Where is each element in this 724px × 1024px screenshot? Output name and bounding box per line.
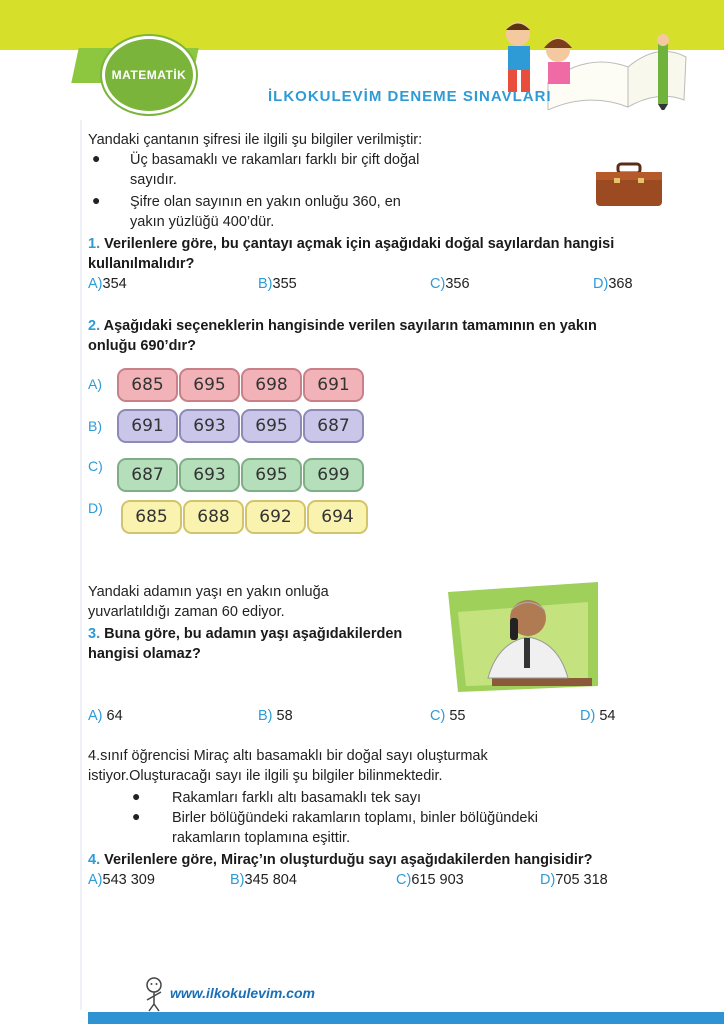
q3-question — [88, 624, 402, 644]
number-tile: 687 — [303, 409, 364, 443]
q4-option-d[interactable]: D)705 318 — [540, 872, 608, 888]
q3-question-line1: Buna göre, bu adamın yaşı aşağıdakilerden — [104, 626, 403, 642]
q4-option-a[interactable]: A)543 309 — [88, 872, 155, 888]
q1-bullet2-line1: Şifre olan sayının en yakın onluğu 360, en — [130, 194, 401, 210]
q1-option-b[interactable]: B)355 — [258, 276, 297, 292]
subject-badge — [102, 36, 196, 114]
number-tile: 693 — [179, 409, 240, 443]
q1-bullet1-line2: sayıdır. — [130, 172, 177, 188]
q3-option-a[interactable]: A) 64 — [88, 708, 123, 724]
q4-bullet2-line1: Birler bölüğündeki rakamların toplamı, binler bölüğündeki — [172, 810, 538, 826]
subject-label: MATEMATİK — [111, 68, 187, 82]
q4-option-c[interactable]: C)615 903 — [396, 872, 464, 888]
q2-row-b[interactable] — [117, 409, 367, 445]
briefcase-image — [594, 160, 664, 210]
number-tile: 693 — [179, 458, 240, 492]
q4-bullet2-line2: rakamların toplamına eşittir. — [172, 830, 351, 846]
q1-question-line1: Verilenlere göre, bu çantayı açmak için aşağıdaki doğal sayılardan hangisi — [104, 236, 615, 252]
q1-bullet1-line1: Üç basamaklı ve rakamları farklı bir çift doğal — [130, 152, 420, 168]
number-tile: 687 — [117, 458, 178, 492]
number-tile: 694 — [307, 500, 368, 534]
q3-intro-line2: yuvarlatıldığı zaman 60 ediyor. — [88, 604, 285, 620]
q1-number: 1. — [88, 236, 101, 252]
number-tile: 685 — [117, 368, 178, 402]
mascot-icon — [142, 976, 166, 1012]
q1-bullet2-line2: yakın yüzlüğü 400’dür. — [130, 214, 275, 230]
q4-question — [88, 850, 718, 870]
q2-question — [88, 316, 708, 336]
footer-bar — [88, 1012, 724, 1024]
q2-row-d[interactable] — [117, 500, 367, 536]
q1-option-a[interactable]: A)354 — [88, 276, 127, 292]
bullet-icon: ● — [132, 788, 141, 804]
q1-option-c[interactable]: C)356 — [430, 276, 470, 292]
number-tile: 695 — [241, 409, 302, 443]
bullet-icon: ● — [92, 192, 101, 208]
q3-option-d[interactable]: D) 54 — [580, 708, 616, 724]
q4-number: 4. — [88, 852, 101, 868]
q2-number: 2. — [88, 318, 101, 334]
q2-row-a[interactable] — [117, 368, 367, 404]
q3-option-c[interactable]: C) 55 — [430, 708, 466, 724]
q2-row-c-letter[interactable]: C) — [88, 458, 103, 474]
q2-question-line1: Aşağıdaki seçeneklerin hangisinde verilen sayıların tamamının en yakın — [103, 318, 597, 334]
website-link[interactable]: www.ilkokulevim.com — [170, 985, 315, 1001]
q3-question-line2: hangisi olamaz? — [88, 646, 201, 662]
q1-question — [88, 234, 698, 254]
number-tile: 695 — [241, 458, 302, 492]
q4-question-text: Verilenlere göre, Miraç’ın oluşturduğu sayı aşağıdakilerden hangisidir? — [104, 852, 593, 868]
number-tile: 688 — [183, 500, 244, 534]
q4-bullet1: Rakamları farklı altı basamaklı tek sayı — [172, 790, 421, 806]
man-on-phone-image — [448, 582, 598, 692]
number-tile: 698 — [241, 368, 302, 402]
q1-question-line2: kullanılmalıdır? — [88, 256, 195, 272]
q2-row-a-letter[interactable]: A) — [88, 376, 102, 392]
q3-option-b[interactable]: B) 58 — [258, 708, 293, 724]
q4-option-b[interactable]: B)345 804 — [230, 872, 297, 888]
number-tile: 691 — [303, 368, 364, 402]
q4-intro-line2: istiyor.Oluşturacağı sayı ile ilgili şu bilgiler bilinmektedir. — [88, 768, 443, 784]
left-margin-line — [80, 120, 82, 1010]
number-tile: 695 — [179, 368, 240, 402]
q2-row-d-letter[interactable]: D) — [88, 500, 103, 516]
number-tile: 699 — [303, 458, 364, 492]
q4-intro-line1: 4.sınıf öğrencisi Miraç altı basamaklı bir doğal sayı oluşturmak — [88, 748, 488, 764]
q2-row-b-letter[interactable]: B) — [88, 418, 102, 434]
q3-intro-line1: Yandaki adamın yaşı en yakın onluğa — [88, 584, 329, 600]
number-tile: 685 — [121, 500, 182, 534]
q3-number: 3. — [88, 626, 101, 642]
number-tile: 691 — [117, 409, 178, 443]
bullet-icon: ● — [132, 808, 141, 824]
exam-title: İLKOKULEVİM DENEME SINAVLARI — [268, 88, 552, 105]
number-tile: 692 — [245, 500, 306, 534]
q1-intro: Yandaki çantanın şifresi ile ilgili şu bilgiler verilmiştir: — [88, 132, 423, 148]
bullet-icon: ● — [92, 150, 101, 166]
q2-row-c[interactable] — [117, 458, 367, 494]
q1-option-d[interactable]: D)368 — [593, 276, 633, 292]
q2-question-line2: onluğu 690’dır? — [88, 338, 196, 354]
